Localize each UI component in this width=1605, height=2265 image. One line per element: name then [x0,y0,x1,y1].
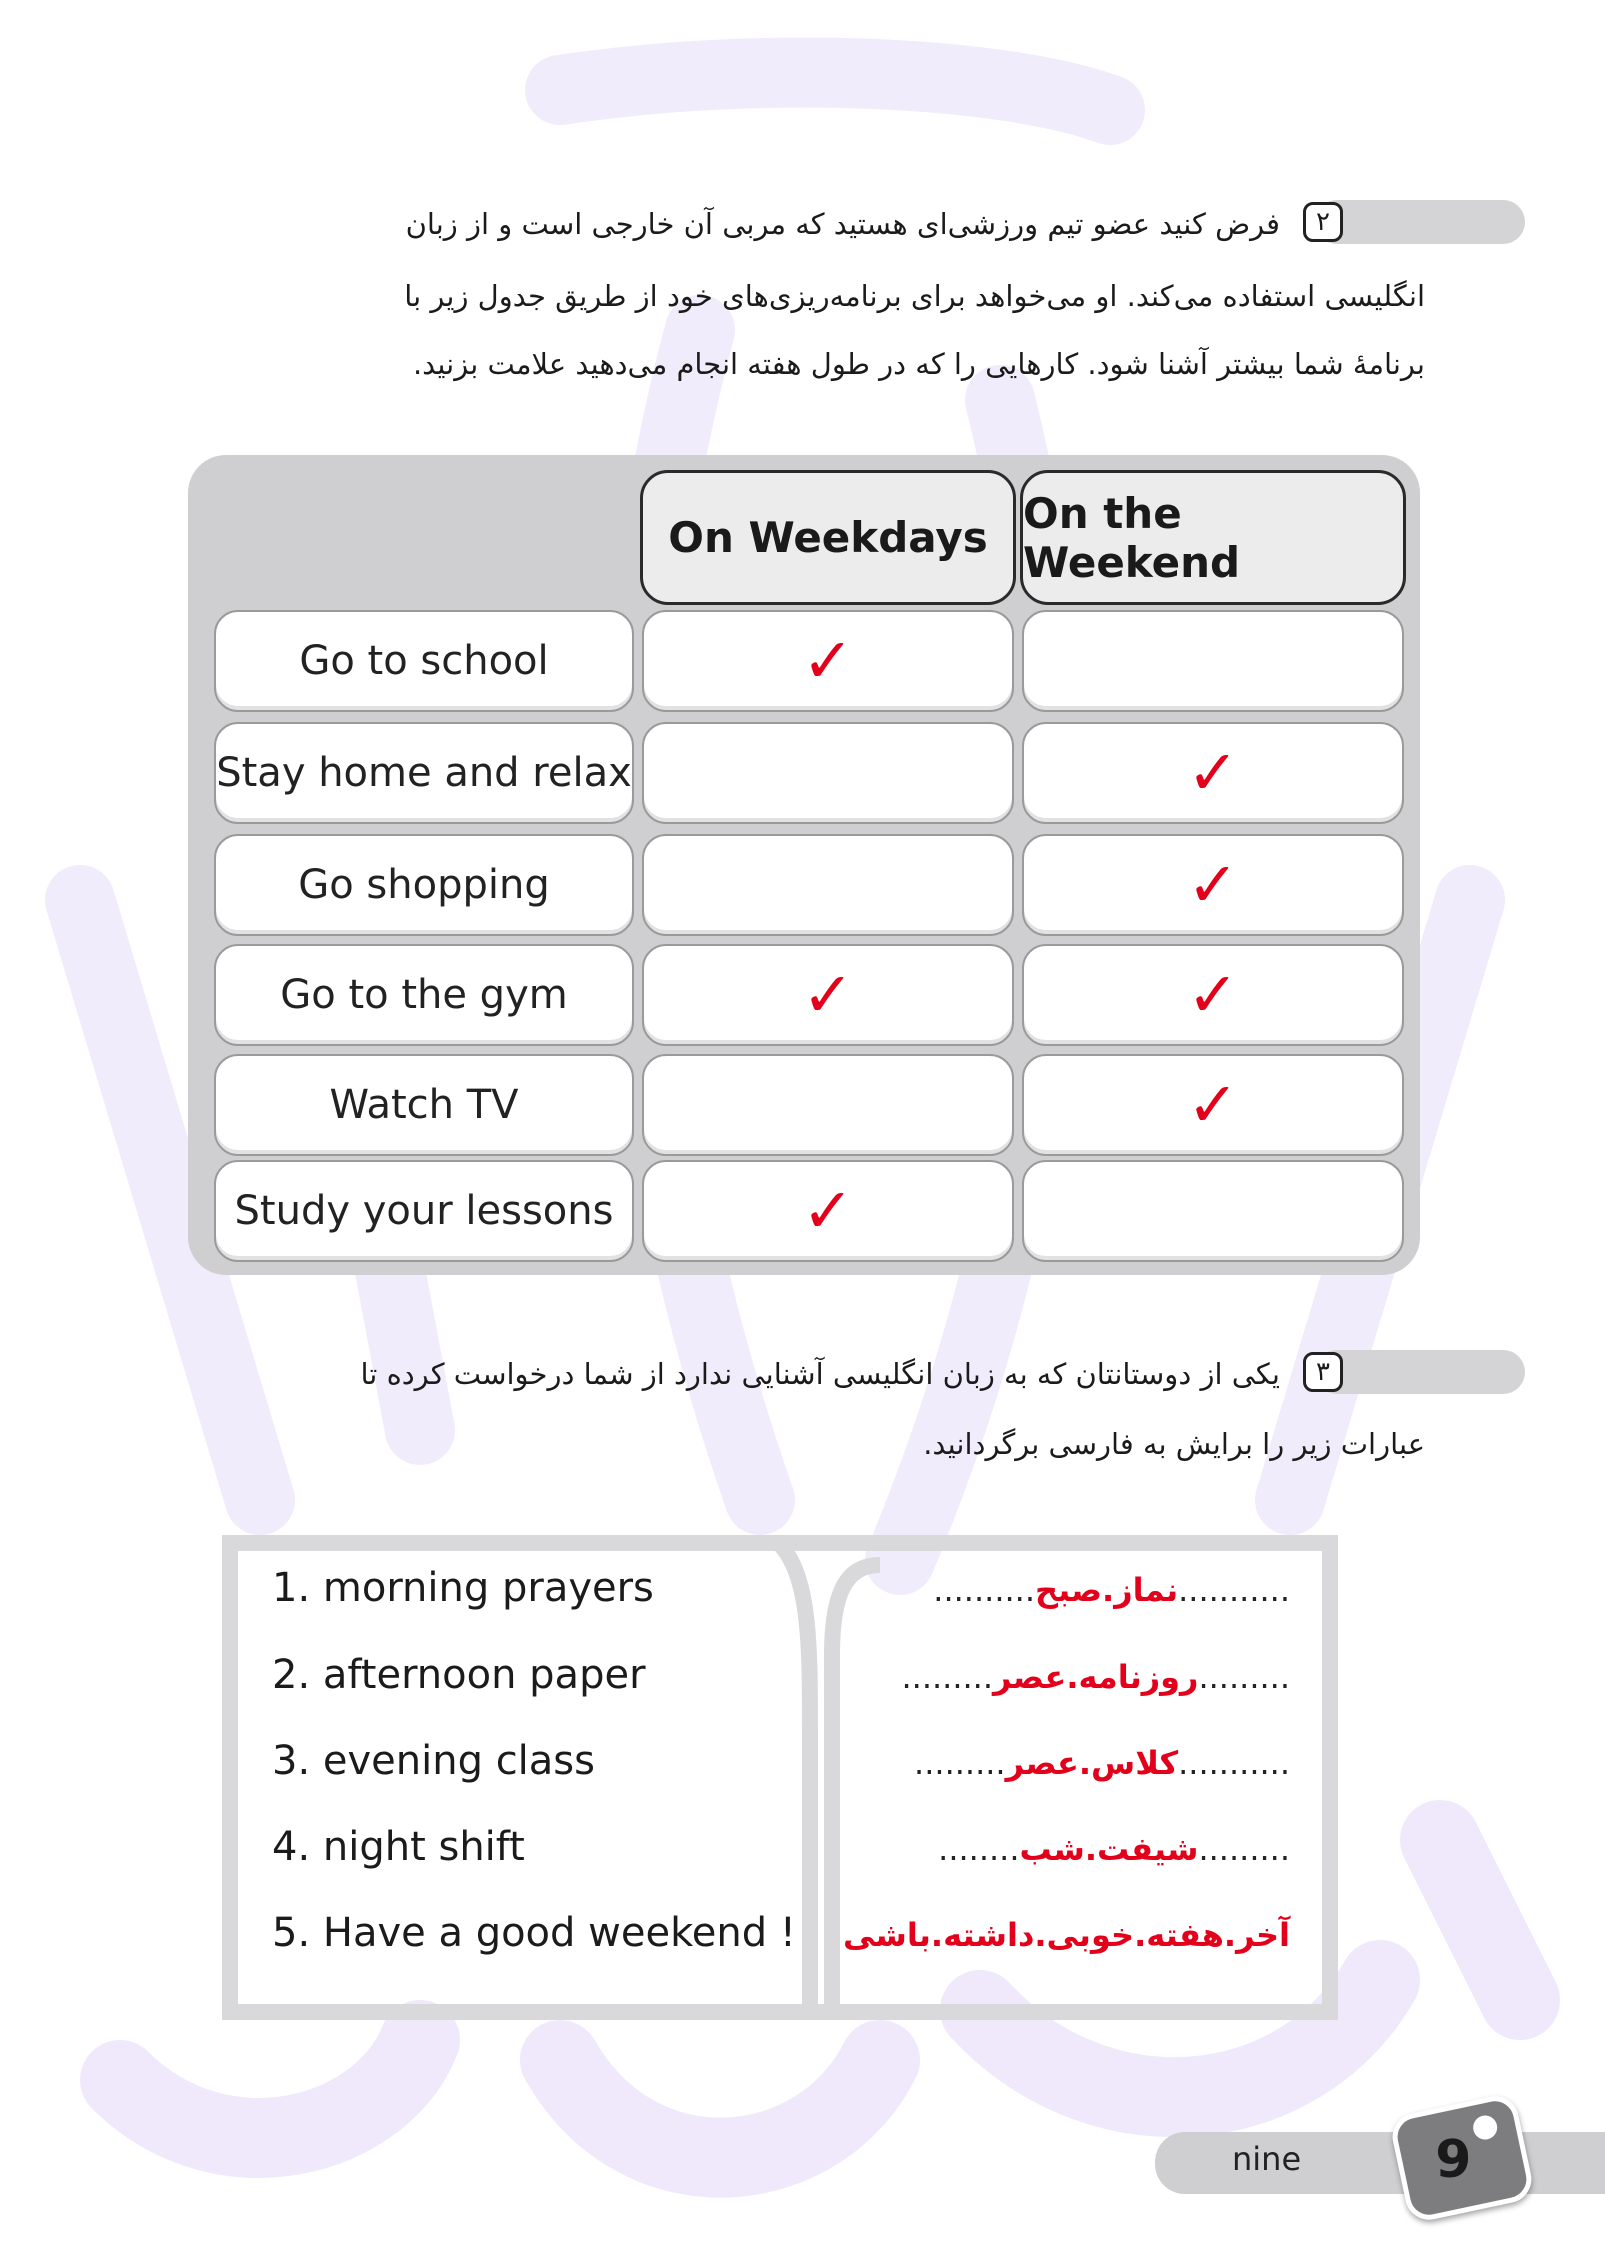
exercise-3-line-2: عبارات زیر را برایش به فارسی برگردانید. [923,1427,1425,1461]
persian-answer: نماز.صبح [1035,1571,1179,1609]
header-on-weekdays: On Weekdays [640,470,1016,605]
persian-answer-line [843,1916,1290,1954]
exercise-2-number: ۲ [1303,202,1343,242]
header-on-the-weekend: On the Weekend [1020,470,1406,605]
weekend-cell[interactable] [1022,944,1404,1046]
answer-dots-before: .......... [933,1571,1035,1609]
weekend-cell[interactable] [1022,1054,1404,1156]
answer-dots-after: ........... [1178,1571,1290,1609]
exercise-3-bar [1315,1350,1525,1394]
answer-dots-before: ........ [938,1830,1020,1868]
check-mark-icon: ✓ [802,1174,854,1247]
weekdays-cell[interactable] [642,610,1014,712]
weekend-cell[interactable] [1022,1160,1404,1262]
persian-answer-line [880,1830,1290,1868]
exercise-2-bar [1315,200,1525,244]
exercise-2-line-2: انگلیسی استفاده می‌کند. او می‌خواهد برای برنامه‌ریزی‌های خود از طریق جدول زیر با [404,279,1425,313]
activity-label: Study your lessons [214,1160,634,1262]
persian-answer: کلاس.عصر [1005,1744,1179,1782]
exercise-2-line-3: برنامهٔ شما بیشتر آشنا شود. کارهایی را که در طول هفته انجام می‌دهید علامت بزنید. [412,347,1425,381]
english-phrase: 5. Have a good weekend ! [272,1910,796,1956]
check-mark-icon: ✓ [1187,848,1239,921]
exercise-3-number: ۳ [1303,1352,1343,1392]
check-mark-icon: ✓ [802,624,854,697]
weekdays-cell[interactable] [642,834,1014,936]
weekdays-cell[interactable] [642,722,1014,824]
english-phrase: 3. evening class [272,1738,595,1784]
persian-answer-line [880,1744,1290,1782]
english-phrase: 4. night shift [272,1824,525,1870]
persian-answer-line [880,1571,1290,1609]
activity-label: Stay home and relax [214,722,634,824]
page-number: 9 [1435,2129,1472,2190]
answer-dots-after: ........... [1178,1744,1290,1782]
weekend-cell[interactable] [1022,610,1404,712]
persian-answer-line [880,1658,1290,1696]
persian-answer: روزنامه.عصر [993,1658,1199,1696]
weekdays-cell[interactable] [642,944,1014,1046]
check-mark-icon: ✓ [1187,958,1239,1031]
persian-answer: آخر.هفته.خوبی.داشته.باشی [843,1916,1290,1954]
answer-dots-after: ......... [1198,1830,1290,1868]
answer-dots-after: ......... [1198,1658,1290,1696]
exercise-3-line-1: یکی از دوستانتان که به زبان انگلیسی آشنایی ندارد از شما درخواست کرده تا [360,1357,1280,1391]
weekdays-cell[interactable] [642,1160,1014,1262]
weekdays-cell[interactable] [642,1054,1014,1156]
exercise-2-line-1: فرض کنید عضو تیم ورزشی‌ای هستید که مربی آن خارجی است و از زبان [405,207,1280,241]
check-mark-icon: ✓ [802,958,854,1031]
answer-dots-before: ......... [914,1744,1006,1782]
activity-label: Go to school [214,610,634,712]
english-phrase: 1. morning prayers [272,1565,654,1611]
activity-label: Go to the gym [214,944,634,1046]
answer-dots-before: ......... [901,1658,994,1696]
activity-label: Watch TV [214,1054,634,1156]
weekend-cell[interactable] [1022,722,1404,824]
badge-hole-icon [1471,2113,1499,2141]
english-phrase: 2. afternoon paper [272,1652,646,1698]
footer-bar [1155,2129,1605,2194]
check-mark-icon: ✓ [1187,736,1239,809]
page-word: nine [1232,2140,1302,2178]
persian-answer: شیفت.شب [1019,1830,1199,1868]
check-mark-icon: ✓ [1187,1068,1239,1141]
weekend-cell[interactable] [1022,834,1404,936]
activity-label: Go shopping [214,834,634,936]
